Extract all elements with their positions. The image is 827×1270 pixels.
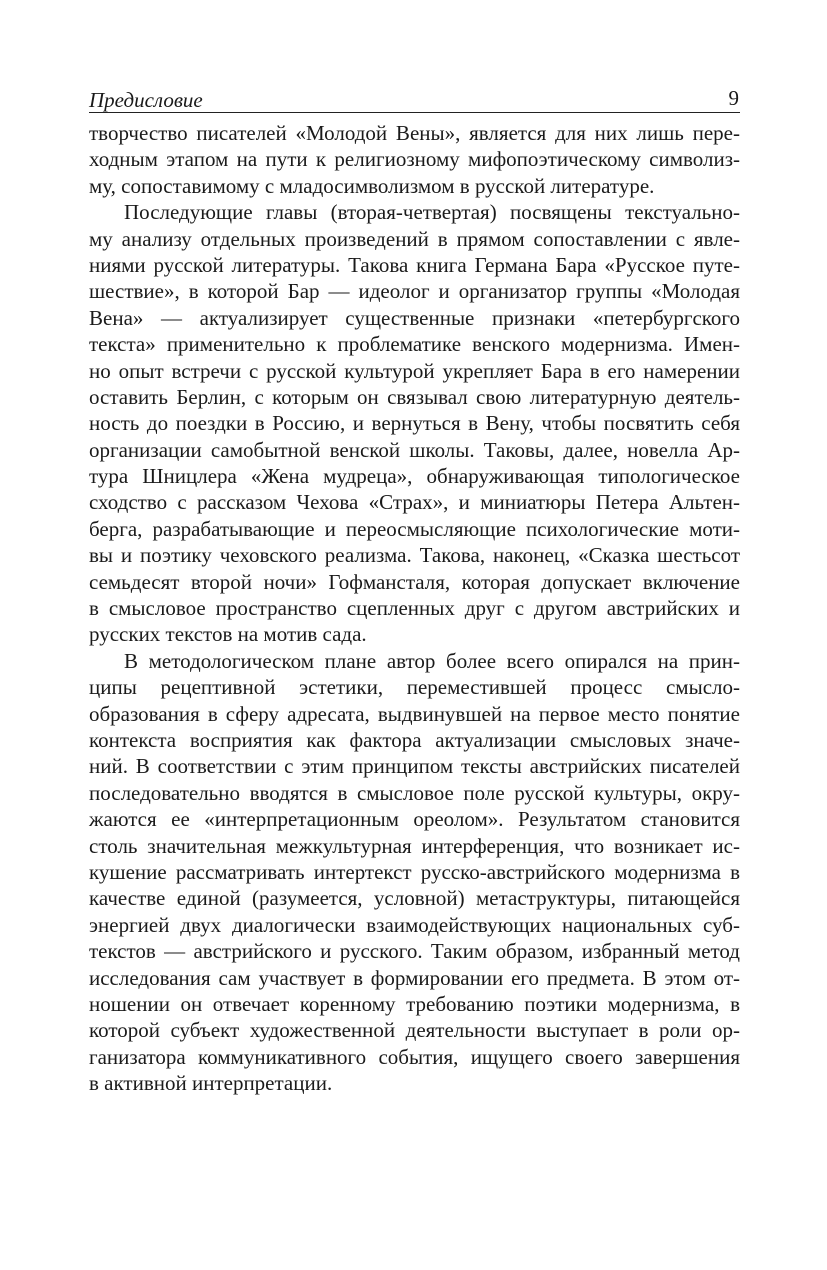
text-line: ципы рецептивной эстетики, переместившей процесс смысло-: [89, 675, 740, 700]
text-line: му, сопоставимому с младосимволизмом в русской литературе.: [89, 173, 655, 198]
text-line: в активной интерпретации.: [89, 1071, 333, 1096]
text-line: Вена» — актуализирует существенные признаки «петербургского: [89, 305, 740, 330]
text-line: му анализу отдельных произведений в прямом сопоставлении с явле-: [89, 226, 740, 251]
text-line: русских текстов на мотив сада.: [89, 622, 367, 647]
text-line: организации самобытной венской школы. Таковы, далее, новелла Ар-: [89, 437, 740, 462]
text-line: образования в сферу адресата, выдвинувшей на первое место понятие: [89, 701, 740, 726]
text-line: ниями русской литературы. Такова книга Германа Бара «Русское путе-: [89, 252, 740, 277]
text-line: текстов — австрийского и русского. Таким образом, избранный метод: [89, 939, 740, 964]
text-line: столь значительная межкультурная интерференция, что возникает ис-: [89, 833, 740, 858]
text-line: берга, разрабатывающие и переосмысляющие психологические моти-: [89, 516, 740, 541]
text-line: контекста восприятия как фактора актуализации смысловых значе-: [89, 727, 740, 752]
text-line: В методологическом плане автор более всего опирался на прин-: [124, 648, 740, 673]
text-line: оставить Берлин, с которым он связывал свою литературную деятель-: [89, 384, 740, 409]
text-line: тура Шницлера «Жена мудреца», обнаруживающая типологическое: [89, 464, 740, 489]
text-line: Последующие главы (вторая-четвертая) посвящены текстуально-: [124, 200, 740, 225]
text-line: вы и поэтику чеховского реализма. Такова, наконец, «Сказка шестьсот: [89, 543, 740, 568]
running-head: Предисловие: [89, 88, 203, 112]
text-line: кушение рассматривать интертекст русско-австрийского модернизма в: [89, 859, 740, 884]
text-line: в смысловое пространство сцепленных друг с другом австрийских и: [89, 596, 740, 621]
text-line: последовательно вводятся в смысловое поле русской культуры, окру-: [89, 780, 740, 805]
text-line: ношении он отвечает коренному требованию поэтики модернизма, в: [89, 991, 740, 1016]
paragraph: [89, 120, 740, 199]
paragraph: [89, 199, 740, 648]
page-header: [89, 86, 740, 113]
text-line: текста» применительно к проблематике венского модернизма. Имен-: [89, 332, 740, 357]
text-line: ганизатора коммуникативного события, ищущего своего завершения: [89, 1044, 740, 1069]
body-text: [89, 120, 740, 1096]
text-line: исследования сам участвует в формировании его предмета. В этом от-: [89, 965, 740, 990]
text-line: качестве единой (разумеется, условной) метаструктуры, питающейся: [89, 886, 740, 911]
paragraph: [89, 648, 740, 1097]
text-line: семьдесят второй ночи» Гофмансталя, которая допускает включение: [89, 569, 740, 594]
text-line: энергией двух диалогически взаимодействующих национальных суб-: [89, 912, 740, 937]
text-line: ходным этапом на пути к религиозному мифопоэтическому символиз-: [89, 147, 740, 172]
text-line: жаются ее «интерпретационным ореолом». Результатом становится: [89, 807, 740, 832]
text-line: ность до поездки в Россию, и вернуться в Вену, чтобы посвятить себя: [89, 411, 740, 436]
text-line: творчество писателей «Молодой Вены», является для них лишь пере-: [89, 121, 740, 145]
page-number: 9: [728, 86, 739, 110]
text-line: ний. В соответствии с этим принципом тексты австрийских писателей: [89, 754, 740, 779]
text-line: которой субъект художественной деятельности выступает в роли ор-: [89, 1018, 740, 1043]
text-line: сходство с рассказом Чехова «Страх», и миниатюры Петера Альтен-: [89, 490, 740, 515]
text-line: шествие», в которой Бар — идеолог и организатор группы «Молодая: [89, 279, 740, 304]
text-line: но опыт встречи с русской культурой укрепляет Бара в его намерении: [89, 358, 740, 383]
